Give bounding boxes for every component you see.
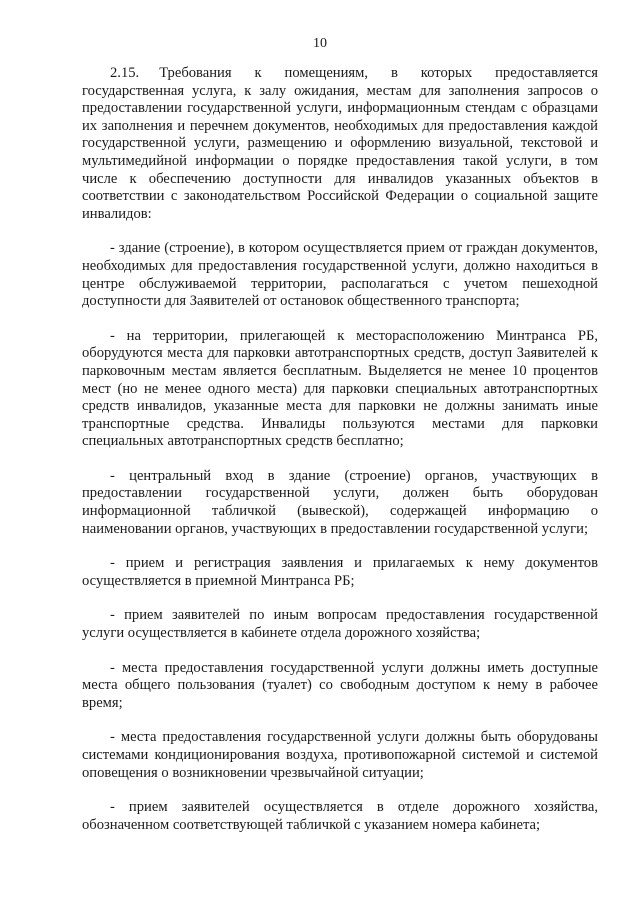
list-item-reception-office: - прием заявителей осуществляется в отделе дорожного хозяйства, обозначенном соответствующей табличкой с указанием номера кабинета; [82,799,598,833]
list-item-building: - здание (строение), в котором осуществляется прием от граждан документов, необходимых для предоставления государственной услуги, должно находиться в центре обслуживаемой территории, располагаться с учетом пешеходной доступности для Заявителей от остановок общественного транспорта; [82,240,598,310]
list-item-entrance-sign: - центральный вход в здание (строение) органов, участвующих в предоставлении государственной услуги, должен быть оборудован информационной табличкой (вывеской), содержащей информацию о наименовании органов, участвующих в предоставлении государственной услуги; [82,467,598,537]
list-item-parking: - на территории, прилегающей к месторасположению Минтранса РБ, оборудуются места для парковки автотранспортных средств, доступ Заявителей к парковочным местам является бесплатным. Выделяется не менее 10 процентов мест (но не менее одного места) для парковки специальных автотранспортных средств инвалидов, указанные места для парковки не должны занимать иные транспортные средства. Инвалиды пользуются местами для парковки специальных автотранспортных средств бесплатно; [82,327,598,450]
page-number: 10 [313,36,327,51]
list-item-registration: - прием и регистрация заявления и прилагаемых к нему документов осуществляется в приемной Минтранса РБ; [82,555,598,589]
list-item-safety-systems: - места предоставления государственной услуги должны быть оборудованы системами кондиционирования воздуха, противопожарной системой и системой оповещения о возникновении чрезвычайной ситуации; [82,729,598,781]
section-number: 2.15. [110,65,140,81]
list-item-restroom: - места предоставления государственной услуги должны иметь доступные места общего пользования (туалет) со свободным доступом к нему в рабочее время; [82,659,598,711]
section-text: Требования к помещениям, в которых предоставляется государственная услуга, к залу ожидания, местам для заполнения запросов о предоставлении государственной услуги, информационным стендам с образцами их заполнения и перечнем документов, необходимых для предоставления каждой государственной услуги, размещению и оформлению визуальной, текстовой и мультимедийной информации о порядке предоставления такой услуги, в том числе к обеспечению доступности для инвалидов указанных объектов в соответствии с законодательством Российской Федерации о социальной защите инвалидов: [82,65,598,222]
document-body [82,65,598,851]
list-item-other-questions: - прием заявителей по иным вопросам предоставления государственной услуги осуществляется в кабинете отдела дорожного хозяйства; [82,607,598,642]
section-paragraph [82,65,598,223]
